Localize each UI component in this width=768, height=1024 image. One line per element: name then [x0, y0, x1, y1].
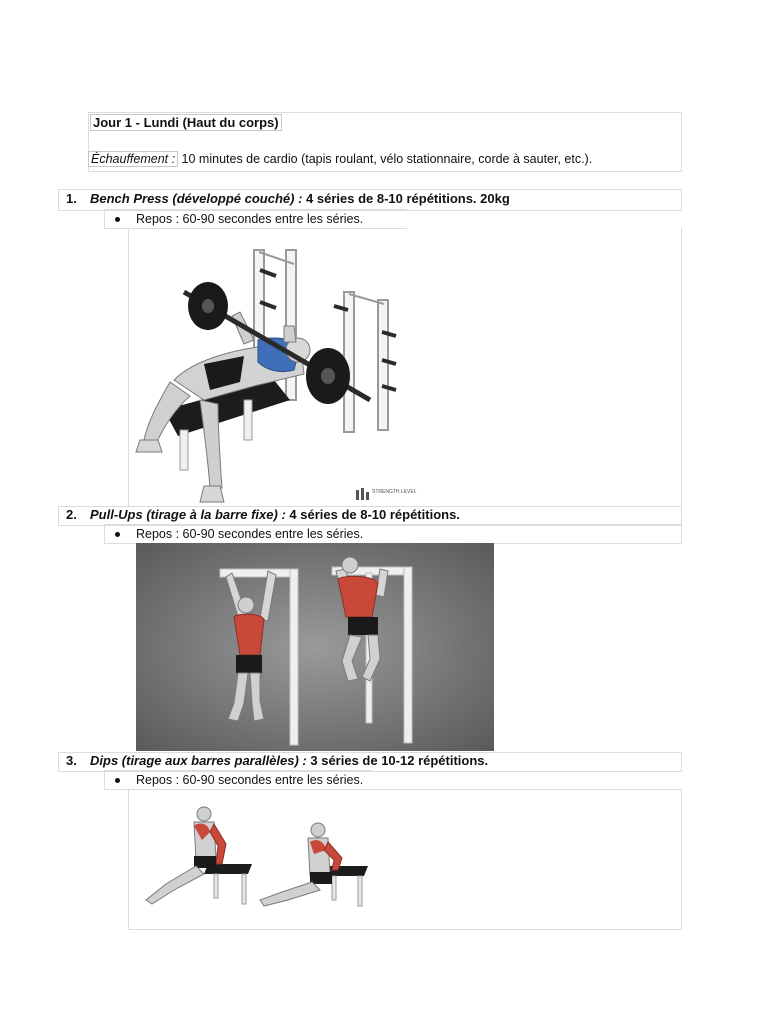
- strength-level-logo: [356, 488, 417, 500]
- bullet-icon: [115, 217, 120, 222]
- exercise-3-rest: Repos : 60-90 secondes entre les séries.: [136, 773, 364, 787]
- exercise-2-detail: 4 séries de 8-10 répétitions.: [285, 507, 460, 522]
- strength-level-logo-text: STRENGTH LEVEL: [372, 489, 417, 495]
- exercise-1-line: [90, 191, 510, 206]
- day-title: [90, 115, 282, 130]
- exercise-2-rest-item: [104, 524, 682, 544]
- exercise-3-rest-item: [104, 770, 371, 790]
- exercise-1-name: Bench Press (développé couché) :: [90, 191, 303, 206]
- exercise-1-rest-item: [104, 209, 407, 229]
- dips-figure-right: [260, 823, 342, 906]
- dips-bench-left: [204, 864, 252, 904]
- exercise-2-line: [90, 507, 460, 522]
- bullet-icon: [115, 778, 120, 783]
- dips-illustration: [138, 800, 374, 912]
- exercise-3-name: Dips (tirage aux barres parallèles) :: [90, 753, 307, 768]
- bench-press-illustration: [134, 240, 417, 506]
- pull-ups-illustration: [136, 543, 494, 751]
- exercise-3-line: [90, 753, 488, 768]
- exercise-1-rest: Repos : 60-90 secondes entre les séries.: [136, 212, 364, 226]
- exercise-1-detail: 4 séries de 8-10 répétitions. 20kg: [302, 191, 510, 206]
- exercise-1-number: 1.: [66, 191, 77, 206]
- warmup-line: [88, 152, 592, 166]
- warmup-label: Échauffement :: [88, 151, 178, 167]
- exercise-3-detail: 3 séries de 10-12 répétitions.: [306, 753, 489, 768]
- exercise-2-number: 2.: [66, 507, 77, 522]
- exercise-3-number: 3.: [66, 753, 77, 768]
- exercise-2-rest: Repos : 60-90 secondes entre les séries.: [136, 527, 364, 541]
- exercise-2-name: Pull-Ups (tirage à la barre fixe) :: [90, 507, 286, 522]
- day-title-text: Jour 1 - Lundi (Haut du corps): [90, 114, 282, 131]
- bullet-icon: [115, 532, 120, 537]
- warmup-text: 10 minutes de cardio (tapis roulant, vélo stationnaire, corde à sauter, etc.).: [178, 152, 593, 166]
